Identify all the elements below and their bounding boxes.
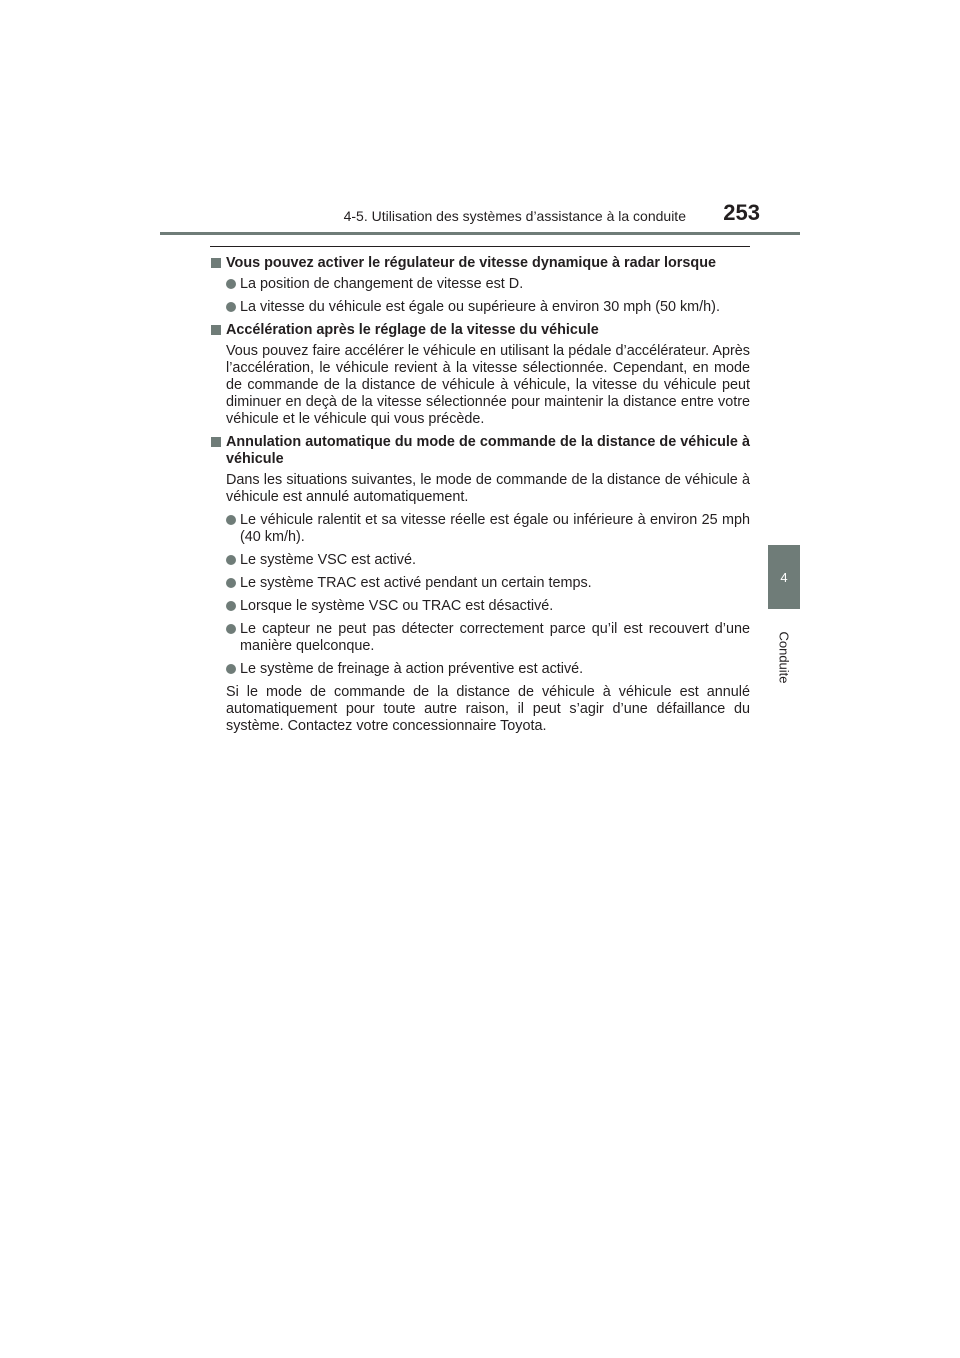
section-title-text: Vous pouvez activer le régulateur de vitesse dynamique à radar lorsque: [226, 255, 716, 271]
circle-bullet-icon: [226, 555, 236, 565]
section-automatic-cancellation: [210, 434, 750, 735]
section-title: [210, 434, 750, 468]
list-item-text: La position de changement de vitesse est D.: [240, 276, 524, 292]
paragraph: Vous pouvez faire accélérer le véhicule en utilisant la pédale d’accélérateur. Après l’accélération, le véhicule revient à la vitesse sélectionnée. Cependant, en mode de commande de la distance de véhicule à véhicule, la vitesse du véhicule peut diminuer en deçà de la vitesse sélectionnée pour maintenir la distance entre votre véhicule et le véhicule qui vous précède.: [226, 343, 750, 427]
list-item: [210, 512, 750, 546]
square-bullet-icon: [211, 325, 221, 335]
list-item-text: Le véhicule ralentit et sa vitesse réelle est égale ou inférieure à environ 25 mph (40 km/h).: [240, 512, 750, 545]
circle-bullet-icon: [226, 515, 236, 525]
list-item: [210, 621, 750, 655]
list-item-text: Le système de freinage à action préventive est activé.: [240, 661, 584, 677]
circle-bullet-icon: [226, 624, 236, 634]
circle-bullet-icon: [226, 279, 236, 289]
list-item: [210, 661, 750, 678]
circle-bullet-icon: [226, 664, 236, 674]
page-content: [210, 246, 750, 741]
circle-bullet-icon: [226, 578, 236, 588]
list-item: [210, 276, 750, 293]
list-item: [210, 598, 750, 615]
header-rule: [160, 232, 800, 235]
chapter-tab-label: Conduite: [776, 630, 792, 684]
list-item-text: Le capteur ne peut pas détecter correctement parce qu’il est recouvert d’une manière quelconque.: [240, 621, 750, 654]
section-title: [210, 322, 750, 339]
chapter-tab-number: 4: [768, 545, 800, 609]
closing-paragraph: Si le mode de commande de la distance de véhicule à véhicule est annulé automatiquement pour toute autre raison, il peut s’agir d’une défaillance du système. Contactez votre concessionnaire Toyota.: [226, 684, 750, 734]
list-item-text: Le système VSC est activé.: [240, 552, 416, 568]
section-activation-conditions: [210, 255, 750, 316]
section-acceleration: [210, 322, 750, 428]
list-item: [210, 299, 750, 316]
square-bullet-icon: [211, 437, 221, 447]
section-title-text: Accélération après le réglage de la vitesse du véhicule: [226, 322, 599, 338]
bullet-list: [210, 276, 750, 316]
chapter-tab: [768, 612, 800, 702]
circle-bullet-icon: [226, 302, 236, 312]
list-item-text: Lorsque le système VSC ou TRAC est désactivé.: [240, 598, 554, 614]
section-header-title: 4-5. Utilisation des systèmes d’assistance à la conduite: [343, 208, 686, 224]
list-item: [210, 575, 750, 592]
page-number: 253: [723, 200, 760, 225]
bullet-list: [210, 512, 750, 678]
list-item: [210, 552, 750, 569]
page-header: [160, 0, 800, 240]
square-bullet-icon: [211, 258, 221, 268]
section-title: [210, 255, 750, 272]
section-title-text: Annulation automatique du mode de commande de la distance de véhicule à véhicule: [226, 434, 750, 467]
circle-bullet-icon: [226, 601, 236, 611]
paragraph: Dans les situations suivantes, le mode de commande de la distance de véhicule à véhicule est annulé automatiquement.: [226, 472, 750, 505]
list-item-text: Le système TRAC est activé pendant un certain temps.: [240, 575, 592, 591]
list-item-text: La vitesse du véhicule est égale ou supérieure à environ 30 mph (50 km/h).: [240, 299, 720, 315]
